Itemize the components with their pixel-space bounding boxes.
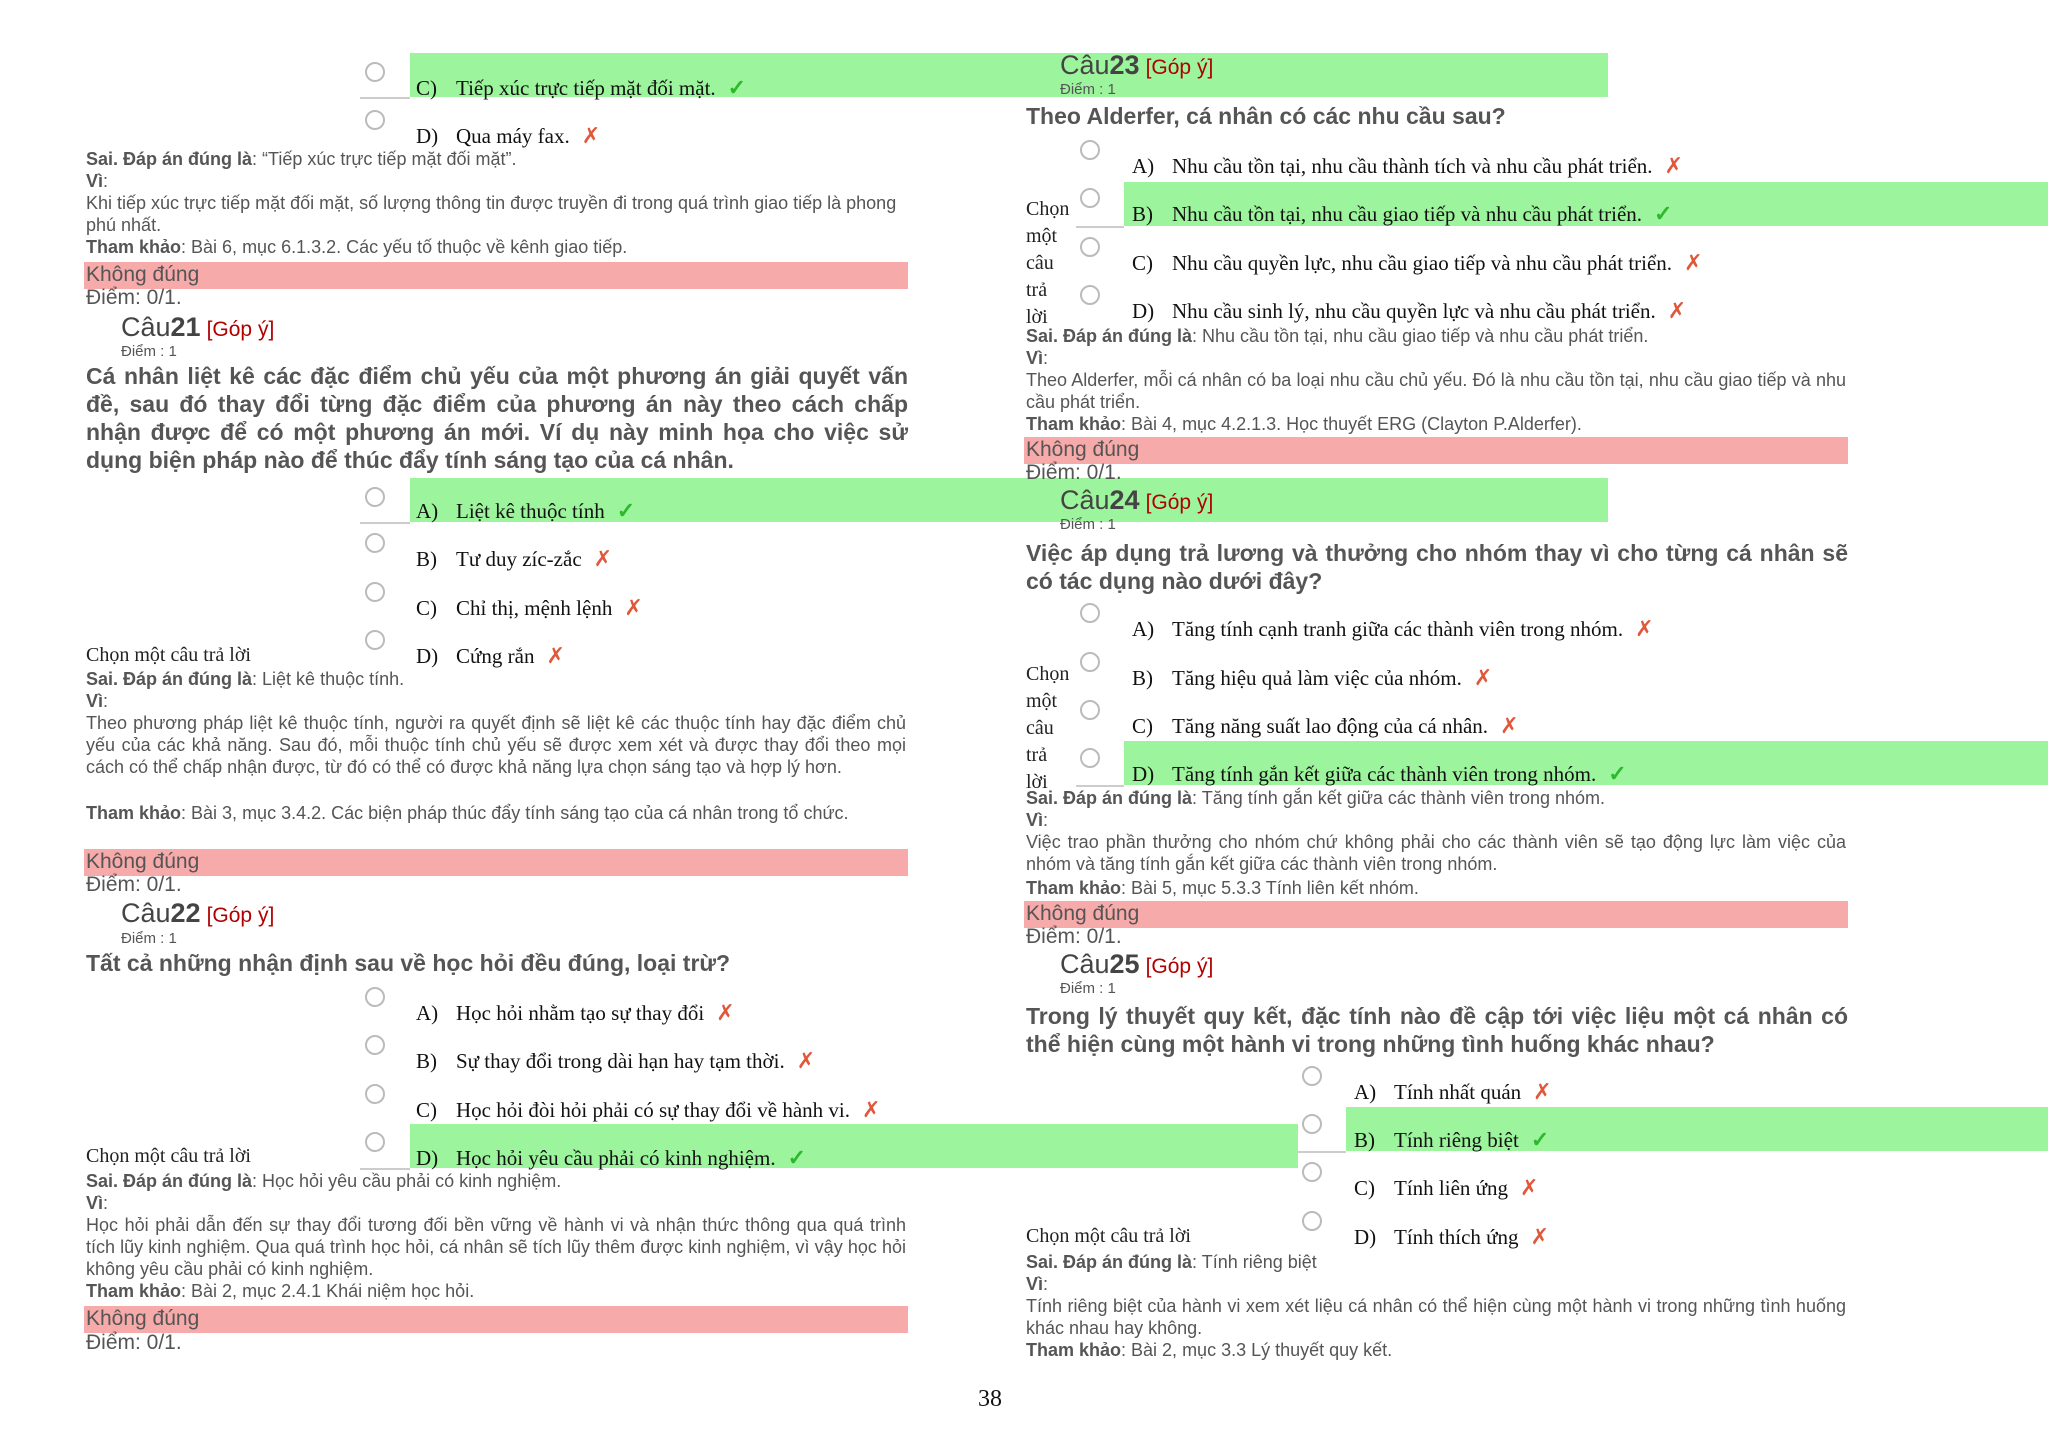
- cross-icon: ✗: [1530, 1224, 1549, 1249]
- score: Điểm: 0/1.: [86, 286, 182, 309]
- choose-label: Chọn một câu trả lời: [1026, 1225, 1191, 1247]
- cross-icon: ✗: [1473, 665, 1493, 690]
- radio-button[interactable]: [1080, 700, 1100, 720]
- option-a: A) Liệt kê thuộc tính ✓: [416, 498, 636, 523]
- choose-label-vertical: Chọn một câu trả lời: [1026, 198, 1070, 328]
- option-b: B) Tư duy zíc-zắc ✗: [416, 546, 613, 571]
- radio-button[interactable]: [365, 1035, 385, 1055]
- answer-line: Sai. Đáp án đúng là: Tính riêng biệt: [1026, 1252, 1317, 1272]
- radio-button[interactable]: [365, 1132, 385, 1152]
- cross-icon: ✗: [862, 1097, 881, 1122]
- reference-line: Tham khảo: Bài 3, mục 3.4.2. Các biện pháp thúc đẩy tính sáng tạo của cá nhân trong tổ chức.: [86, 803, 849, 823]
- question-points: Điểm : 1: [1060, 980, 1116, 997]
- radio-button[interactable]: [365, 533, 385, 553]
- cross-icon: ✗: [1533, 1079, 1552, 1104]
- reference-line: Tham khảo: Bài 6, mục 6.1.3.2. Các yếu tố thuộc về kênh giao tiếp.: [86, 237, 628, 257]
- option-c: C) Tăng năng suất lao động của cá nhân. ✗: [1132, 713, 1519, 738]
- choose-label-vertical: Chọn một câu trả lời: [1026, 663, 1070, 793]
- question-header: Câu22 [Góp ý]: [121, 898, 275, 928]
- reason-label: Vì:: [1026, 348, 1049, 368]
- result-bar: Không đúng: [84, 262, 908, 289]
- question-text: Theo Alderfer, cá nhân có các nhu cầu sau?: [1026, 103, 1506, 129]
- radio-button[interactable]: [1080, 748, 1100, 768]
- question-points: Điểm : 1: [1060, 516, 1116, 533]
- question-header: Câu21 [Góp ý]: [121, 312, 275, 342]
- reason-text: Học hỏi phải dẫn đến sự thay đổi tương đối bền vững về hành vi và nhận thức thông qua quá trình tích lũy kinh nghiệm. Qua quá trình học hỏi, cá nhân sẽ tích lũy thêm được kinh nghiệm, vì vậy học hỏi không yêu cầu phải có kinh nghiệm.: [86, 1215, 906, 1279]
- option-a: A) Nhu cầu tồn tại, nhu cầu thành tích và nhu cầu phát triển. ✗: [1132, 153, 1683, 178]
- radio-button[interactable]: [1080, 237, 1100, 257]
- choose-label: Chọn một câu trả lời: [86, 644, 251, 666]
- option-c: C) Chỉ thị, mệnh lệnh ✗: [416, 595, 643, 620]
- feedback-link[interactable]: [Góp ý]: [1145, 491, 1214, 514]
- reason-label: Vì:: [86, 1193, 109, 1213]
- option-b: B) Nhu cầu tồn tại, nhu cầu giao tiếp và nhu cầu phát triển. ✓: [1132, 201, 1673, 226]
- answer-line: Sai. Đáp án đúng là: Tăng tính gắn kết giữa các thành viên trong nhóm.: [1026, 788, 1606, 808]
- option-d: D) Học hỏi yêu cầu phải có kinh nghiệm. ✓: [416, 1145, 807, 1170]
- cross-icon: ✗: [593, 546, 613, 571]
- question-points: Điểm : 1: [121, 930, 177, 947]
- question-header: Câu23 [Góp ý]: [1060, 50, 1214, 80]
- cross-icon: ✗: [1500, 713, 1519, 738]
- option-a: A) Tăng tính cạnh tranh giữa các thành viên trong nhóm. ✗: [1132, 616, 1654, 641]
- radio-button[interactable]: [365, 110, 385, 130]
- answer-line: Sai. Đáp án đúng là: “Tiếp xúc trực tiếp mặt đối mặt”.: [86, 149, 517, 169]
- check-icon: ✓: [1654, 201, 1673, 226]
- question-text: Trong lý thuyết quy kết, đặc tính nào đề cập tới việc liệu một cá nhân có thể hiện cùng một hành vi trong những tình huống khác nhau?: [1026, 1003, 1848, 1057]
- radio-button[interactable]: [365, 630, 385, 650]
- score: Điểm: 0/1.: [1026, 461, 1122, 484]
- cross-icon: ✗: [581, 123, 601, 148]
- option-d: D) Tăng tính gắn kết giữa các thành viên trong nhóm. ✓: [1132, 761, 1627, 786]
- radio-button[interactable]: [1302, 1066, 1322, 1086]
- radio-button[interactable]: [365, 987, 385, 1007]
- reason-label: Vì:: [86, 691, 109, 711]
- option-c: C) Học hỏi đòi hỏi phải có sự thay đổi về hành vi. ✗: [416, 1097, 881, 1122]
- answer-line: Sai. Đáp án đúng là: Học hỏi yêu cầu phải có kinh nghiệm.: [86, 1171, 562, 1191]
- page-number: 38: [978, 1386, 1002, 1412]
- question-text: Việc áp dụng trả lương và thưởng cho nhóm thay vì cho từng cá nhân sẽ có tác dụng nào dưới đây?: [1026, 540, 1848, 594]
- question-points: Điểm : 1: [1060, 81, 1116, 98]
- option-b: B) Tăng hiệu quả làm việc của nhóm. ✗: [1132, 665, 1493, 690]
- radio-button[interactable]: [365, 582, 385, 602]
- reason-text: Tính riêng biệt của hành vi xem xét liệu cá nhân có thể hiện cùng một hành vi trong những tình huống khác nhau hay không.: [1026, 1296, 1846, 1338]
- result-bar: Không đúng: [84, 1306, 908, 1333]
- radio-button[interactable]: [1302, 1114, 1322, 1134]
- feedback-link[interactable]: [Góp ý]: [1145, 56, 1214, 79]
- radio-button[interactable]: [1080, 285, 1100, 305]
- answer-line: Sai. Đáp án đúng là: Liệt kê thuộc tính.: [86, 669, 405, 689]
- radio-button[interactable]: [1080, 603, 1100, 623]
- option-a: A) Tính nhất quán ✗: [1354, 1079, 1552, 1104]
- result-bar: Không đúng: [84, 849, 908, 876]
- cross-icon: ✗: [624, 595, 643, 620]
- score: Điểm: 0/1.: [86, 1331, 182, 1354]
- reference-line: Tham khảo: Bài 2, mục 3.3 Lý thuyết quy kết.: [1026, 1340, 1393, 1360]
- radio-button[interactable]: [1302, 1211, 1322, 1231]
- reason-text: Khi tiếp xúc trực tiếp mặt đối mặt, số lượng thông tin được truyền đi trong quá trình giao tiếp là phong phú nhất.: [86, 193, 897, 235]
- option-c: C) Tiếp xúc trực tiếp mặt đối mặt. ✓: [416, 75, 747, 100]
- result-bar: Không đúng: [1024, 901, 1848, 928]
- cross-icon: ✗: [1520, 1175, 1539, 1200]
- reason-text: Theo Alderfer, mỗi cá nhân có ba loại nhu cầu chủ yếu. Đó là nhu cầu tồn tại, nhu cầu giao tiếp và nhu cầu phát triển.: [1026, 370, 1846, 412]
- cross-icon: ✗: [1635, 616, 1654, 641]
- option-b: B) Tính riêng biệt ✓: [1354, 1127, 1550, 1152]
- radio-button[interactable]: [1080, 652, 1100, 672]
- reason-label: Vì:: [86, 171, 109, 191]
- check-icon: ✓: [616, 498, 636, 523]
- score: Điểm: 0/1.: [86, 873, 182, 896]
- cross-icon: ✗: [546, 643, 565, 668]
- option-b: B) Sự thay đổi trong dài hạn hay tạm thời. ✗: [416, 1048, 816, 1073]
- option-c: C) Nhu cầu quyền lực, nhu cầu giao tiếp và nhu cầu phát triển. ✗: [1132, 250, 1703, 275]
- reason-text: Việc trao phần thưởng cho nhóm chứ không phải cho các thành viên sẽ tạo động lực làm việc của nhóm và tăng tính gắn kết giữa các thành viên trong nhóm.: [1026, 832, 1846, 874]
- answer-line: Sai. Đáp án đúng là: Nhu cầu tồn tại, nhu cầu giao tiếp và nhu cầu phát triển.: [1026, 326, 1649, 346]
- reason-text: Theo phương pháp liệt kê thuộc tính, người ra quyết định sẽ liệt kê các thuộc tính hay đặc điểm chủ yếu của các khả năng. Sau đó, mỗi thuộc tính chủ yếu sẽ được xem xét và được thay đổi theo mọi cách có thể chấp nhận được, từ đó có thể có được khả năng lựa chọn sáng tạo và hợp lý hơn.: [86, 713, 906, 777]
- cross-icon: ✗: [1684, 250, 1703, 275]
- cross-icon: ✗: [796, 1048, 816, 1073]
- option-d: D) Qua máy fax. ✗: [416, 123, 601, 148]
- question-header: Câu24 [Góp ý]: [1060, 485, 1214, 515]
- option-d: D) Nhu cầu sinh lý, nhu cầu quyền lực và nhu cầu phát triển. ✗: [1132, 298, 1687, 323]
- choose-label: Chọn một câu trả lời: [86, 1145, 251, 1167]
- option-c: C) Tính liên ứng ✗: [1354, 1175, 1539, 1200]
- option-d: D) Cứng rắn ✗: [416, 643, 565, 668]
- check-icon: ✓: [787, 1145, 807, 1170]
- option-a: A) Học hỏi nhằm tạo sự thay đổi ✗: [416, 1000, 735, 1025]
- reference-line: Tham khảo: Bài 2, mục 2.4.1 Khái niệm học hỏi.: [86, 1281, 475, 1301]
- cross-icon: ✗: [1664, 153, 1683, 178]
- feedback-link[interactable]: [Góp ý]: [1145, 955, 1214, 978]
- radio-button[interactable]: [365, 62, 385, 82]
- feedback-link[interactable]: [Góp ý]: [206, 318, 275, 341]
- reference-line: Tham khảo: Bài 4, mục 4.2.1.3. Học thuyết ERG (Clayton P.Alderfer).: [1026, 414, 1582, 434]
- question-header: Câu25 [Góp ý]: [1060, 949, 1214, 979]
- result-bar: Không đúng: [1024, 437, 1848, 464]
- question-text: Tất cả những nhận định sau về học hỏi đều đúng, loại trừ?: [86, 950, 731, 976]
- feedback-link[interactable]: [Góp ý]: [206, 904, 275, 927]
- reference-line: Tham khảo: Bài 5, mục 5.3.3 Tính liên kết nhóm.: [1026, 878, 1419, 898]
- check-icon: ✓: [727, 75, 747, 100]
- radio-button[interactable]: [365, 1084, 385, 1104]
- radio-button[interactable]: [1302, 1162, 1322, 1182]
- question-text: Cá nhân liệt kê các đặc điểm chủ yếu của một phương án giải quyết vấn đề, sau đó thay đổi từng đặc điểm của phương án này theo cách chấp nhận được để có một phương án mới. Ví dụ này minh họa cho việc sử dụng biện pháp nào để thúc đẩy tính sáng tạo của cá nhân.: [86, 363, 908, 473]
- radio-button[interactable]: [1080, 188, 1100, 208]
- reason-label: Vì:: [1026, 1274, 1049, 1294]
- score: Điểm: 0/1.: [1026, 925, 1122, 948]
- radio-button[interactable]: [365, 487, 385, 507]
- radio-button[interactable]: [1080, 140, 1100, 160]
- check-icon: ✓: [1530, 1127, 1550, 1152]
- cross-icon: ✗: [1667, 298, 1687, 323]
- question-points: Điểm : 1: [121, 343, 177, 360]
- option-d: D) Tính thích ứng ✗: [1354, 1224, 1549, 1249]
- reason-label: Vì:: [1026, 810, 1049, 830]
- check-icon: ✓: [1608, 761, 1627, 786]
- cross-icon: ✗: [716, 1000, 735, 1025]
